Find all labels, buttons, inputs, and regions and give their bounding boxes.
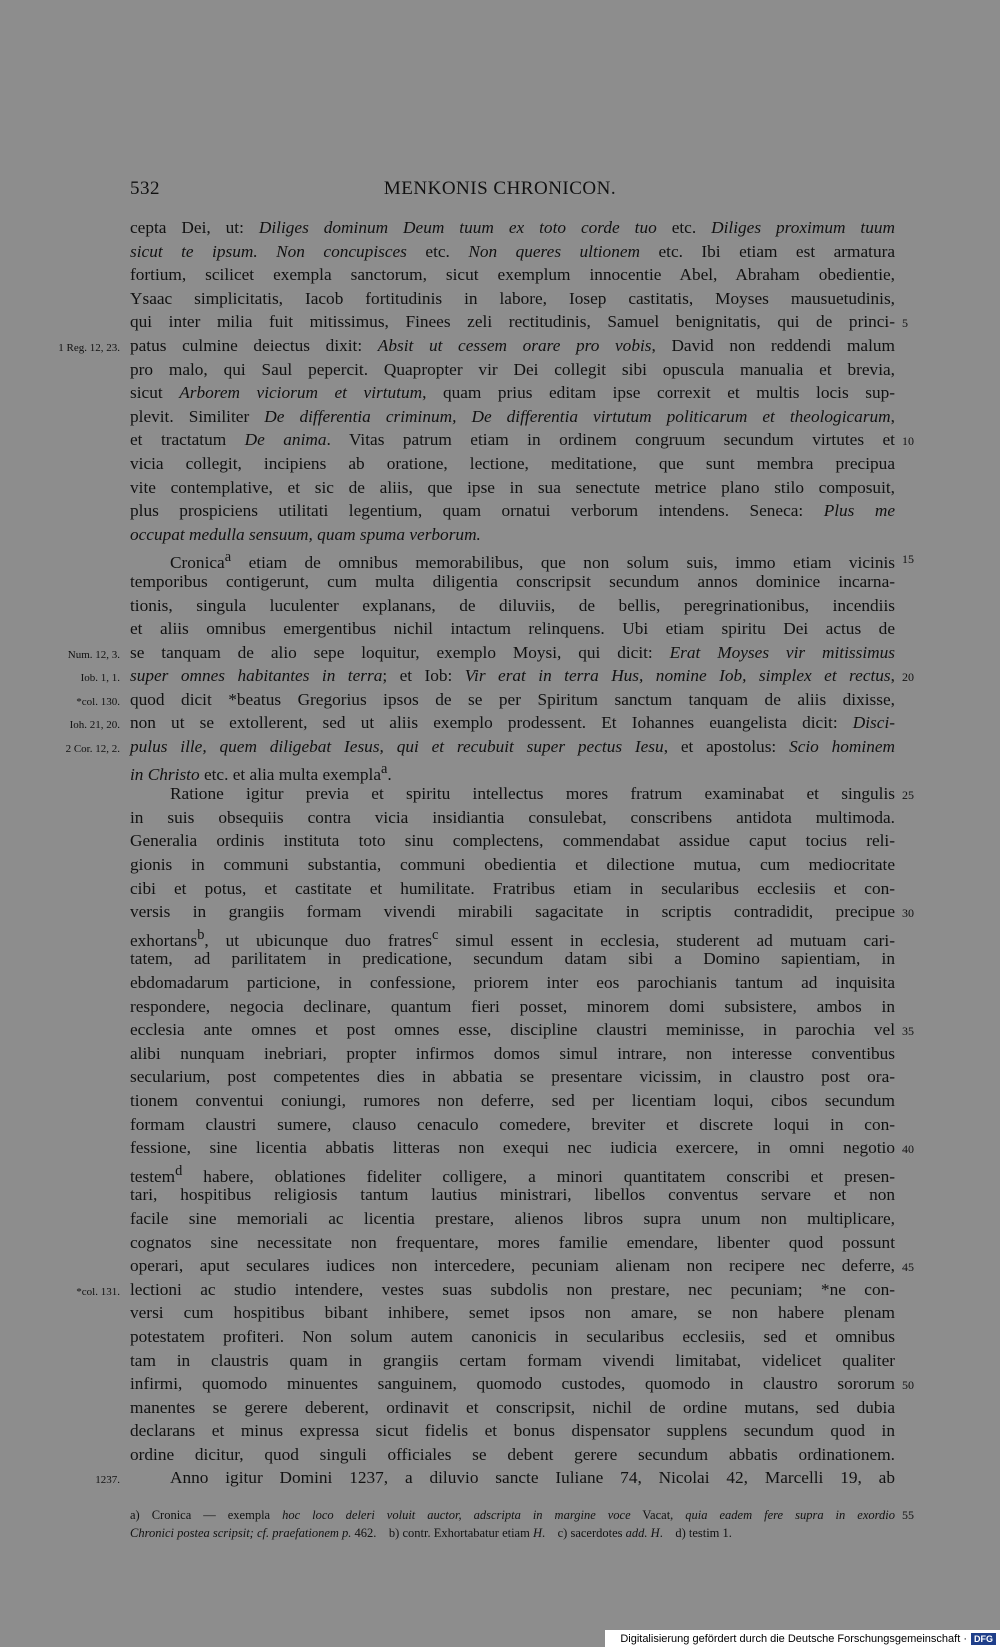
line-text: vite contemplative, et sic de aliis, que ipse in sua senectute metrice plano stilo composuit, <box>130 477 895 497</box>
text-line <box>58 334 895 358</box>
line-number: 20 <box>902 670 914 685</box>
margin-reference: *col. 131. <box>76 1285 120 1298</box>
line-text: declarans et minus expressa sicut fidelis et bonus dispensator supplens secundum quod in <box>130 1421 895 1441</box>
line-text: infirmi, quomodo minuentes sanguinem, quomodo custodes, quomodo in claustro sororum <box>130 1374 895 1394</box>
line-text: facile sine memoriali ac licentia prestare, alienos libros supra unum non multiplicare, <box>130 1208 895 1228</box>
text-line <box>130 1396 895 1420</box>
line-text: sicut Arborem viciorum et virtutum, quam prius editam ipse correxit et multis locis sup- <box>130 383 895 403</box>
line-text: tionis, singula luculenter explanans, de diluviis, de bellis, peregrinationibus, incendiis <box>130 595 895 615</box>
line-text: et aliis omnibus emergentibus nichil intactum relinquens. Ubi etiam spiritu Dei actus de <box>130 619 895 639</box>
text-line <box>130 829 895 853</box>
line-text: operari, aput seculares iudices non intercedere, pecuniam alienam non recipere nec deferre, <box>130 1256 895 1276</box>
line-text: gionis in communi substantia, communi obedientia et dilectione mutua, cum mediocritate <box>130 855 895 875</box>
line-text: alibi nunquam inebriari, propter infirmos domos simul intrare, non interesse conventibus <box>130 1043 895 1063</box>
text-line <box>76 1278 895 1302</box>
line-text: Ratione igitur previa et spiritu intellectus mores fratrum examinabat et singulis <box>170 784 895 804</box>
line-text: versis in grangiis formam vivendi mirabili sagacitate in scriptis contradidit, precipue <box>130 902 895 922</box>
text-line <box>130 877 895 901</box>
margin-reference: Ioh. 21, 20. <box>69 719 120 732</box>
text-line <box>130 782 914 806</box>
text-line <box>130 287 895 311</box>
text-line <box>130 216 895 240</box>
text-line <box>130 924 895 948</box>
text-line <box>76 688 895 712</box>
line-number: 25 <box>902 788 914 803</box>
line-text: Ysaac simplicitatis, Iacob fortitudinis in labore, Iosep castitatis, Moyses mausuetudinis, <box>130 288 895 308</box>
line-text: et tractatum De anima. Vitas patrum etiam in ordinem congruum secundum virtutes et <box>130 430 895 450</box>
footnote-line <box>130 1506 914 1524</box>
text-line <box>130 1160 895 1184</box>
line-text: respondere, negocia declinare, quantum fieri posset, minorem domi subsistere, ambos in <box>130 996 895 1016</box>
line-text: occupat medulla sensuum, quam spuma verborum. <box>130 524 481 544</box>
text-line <box>130 1113 895 1137</box>
body-text <box>58 216 914 1490</box>
dfg-funding-bar <box>605 1630 1000 1647</box>
line-text: a) Cronica — exempla hoc loco deleri voluit auctor, adscripta in margine voce Vacat, quia eadem fere supra in exordio <box>130 1508 895 1522</box>
line-text: formam claustri sumere, clauso cenaculo comedere, breviter et discrete loqui in con- <box>130 1114 895 1134</box>
text-line <box>130 1089 895 1113</box>
text-line <box>80 664 914 688</box>
text-line <box>130 1325 895 1349</box>
margin-reference: Iob. 1, 1. <box>80 672 120 685</box>
margin-reference: 1 Reg. 12, 23. <box>58 341 120 354</box>
text-line <box>130 1419 895 1443</box>
text-line <box>130 806 895 830</box>
text-line <box>130 1372 914 1396</box>
line-text: in suis obsequiis contra vicia insidiantia consulebat, conscribens antidota multimoda. <box>130 807 895 827</box>
text-line <box>130 617 895 641</box>
text-line <box>130 405 895 429</box>
text-line <box>130 499 895 523</box>
line-text: tari, hospitibus religiosis tantum lautius ministrari, libellos conventus servare et non <box>130 1185 895 1205</box>
footnote-line <box>130 1524 895 1542</box>
line-text: in Christo etc. et alia multa exempla$^a$. <box>130 761 392 785</box>
line-text: potestatem profiteri. Non solum autem canonicis in secularibus ecclesiis, sed et omnibus <box>130 1326 895 1346</box>
line-text: fortium, scilicet exempla sanctorum, sicut exemplum innocentie Abel, Abraham obedientie, <box>130 265 895 285</box>
running-title: MENKONIS CHRONICON. <box>383 178 617 199</box>
text-line <box>130 428 914 452</box>
text-line <box>130 1349 895 1373</box>
dfg-logo: DFG <box>971 1633 996 1645</box>
text-line <box>130 594 895 618</box>
text-line <box>69 711 895 735</box>
line-text: secularium, post competentes dies in abbatia se presentare vicissim, in claustro post ora- <box>130 1067 895 1087</box>
text-line <box>130 995 895 1019</box>
line-text: tam in claustris quam in grangiis certam formam vivendi limitabat, videlicet qualiter <box>130 1350 895 1370</box>
text-line <box>130 240 895 264</box>
text-line <box>130 523 895 547</box>
line-number: 35 <box>902 1024 914 1039</box>
text-line <box>130 1042 895 1066</box>
text-line <box>130 853 895 877</box>
text-line <box>130 1231 895 1255</box>
text-line <box>130 947 895 971</box>
text-line <box>130 1207 895 1231</box>
line-text: ebdomadarum particione, in confessione, priorem inter eos parochianis tantum ad inquisita <box>130 973 895 992</box>
line-text: cepta Dei, ut: Diliges dominum Deum tuum ex toto corde tuo etc. Diliges proximum tuum <box>130 218 895 237</box>
text-line <box>95 1466 895 1490</box>
line-text: non ut se extollerent, sed ut aliis exemplo prodessent. Et Iohannes euangelista dicit: Disci- <box>130 713 895 733</box>
text-line <box>130 476 895 500</box>
line-text: se tanquam de alio sepe loquitur, exemplo Moysi, qui dicit: Erat Moyses vir mitissimus <box>130 642 895 662</box>
line-text: versi cum hospitibus bibant inhibere, semet ipsos non amare, se non habere plenam <box>130 1303 895 1323</box>
line-text: vicia collegit, incipiens ab oratione, lectione, meditatione, que sunt membra precipua <box>130 453 895 473</box>
line-number: 50 <box>902 1378 914 1393</box>
text-line <box>130 1136 914 1160</box>
text-line <box>130 358 895 382</box>
text-line <box>130 1018 914 1042</box>
line-text: sicut te ipsum. Non concupisces etc. Non queres ultionem etc. Ibi etiam est armatura <box>130 241 896 261</box>
line-text: ordine dicitur, quod singuli officiales se debent gerere secundum abbatis ordinationem. <box>130 1444 895 1464</box>
text-line <box>130 570 895 594</box>
line-text: patus culmine deiectus dixit: Absit ut cessem orare pro vobis, David non reddendi malum <box>130 335 895 355</box>
line-text: Chronici postea scripsit; cf. praefationem p. 462. b) contr. Exhortabatur etiam H. c) sacerdotes add. H. d) testim 1. <box>130 1526 732 1540</box>
line-number: 45 <box>902 1260 914 1275</box>
line-number: 15 <box>902 552 914 567</box>
line-text: pulus ille, quem diligebat Iesus, qui et recubuit super pectus Iesu, et apostolus: Scio hominem <box>130 737 895 757</box>
text-line <box>130 1065 895 1089</box>
text-line <box>130 1301 895 1325</box>
line-text: temporibus contigerunt, cum multa diligentia conscripsit secundum annos dominice incarna- <box>130 571 895 591</box>
line-text: pro malo, qui Saul pepercit. Quapropter vir Dei collegit sibi opuscula manualia et brevia, <box>130 359 895 379</box>
text-line <box>67 641 895 665</box>
text-line <box>130 546 914 573</box>
line-number: 40 <box>902 1142 914 1157</box>
dfg-funding-text: Digitalisierung gefördert durch die Deutsche Forschungsgemeinschaft · <box>620 1632 967 1645</box>
line-text: manentes se gerere deberent, ordinavit et conscripsit, nichil de ordine mutans, sed dubia <box>130 1397 895 1417</box>
text-line <box>130 452 895 476</box>
text-line <box>130 900 914 924</box>
text-line <box>130 971 895 995</box>
line-text: Generalia ordinis instituta toto sinu complectens, commendabat assidue caput tocius reli- <box>130 831 895 851</box>
line-text: tatem, ad parilitatem in predicatione, secundum datam sibi a Domino sapientiam, in <box>130 949 895 969</box>
text-line <box>130 1183 895 1207</box>
line-text: cibi et potus, et castitate et humilitate. Fratribus etiam in secularibus ecclesiis et con- <box>130 878 895 898</box>
text-line <box>130 381 895 405</box>
text-line <box>130 263 895 287</box>
margin-reference: *col. 130. <box>76 695 120 708</box>
margin-reference: Num. 12, 3. <box>67 648 120 661</box>
line-text: fessione, sine licentia abbatis litteras non exequi nec iudicia exercere, in omni negotio <box>130 1138 895 1158</box>
line-text: cognatos sine necessitate non frequentare, mores familie emendare, libenter quod possunt <box>130 1232 895 1252</box>
line-text: exhortans$^b$, ut ubicunque duo fratres$^c$ simul essent in ecclesia, studerent ad mutuam cari- <box>130 926 895 950</box>
margin-reference: 2 Cor. 12, 2. <box>65 743 120 756</box>
line-number: 5 <box>902 316 908 331</box>
text-line <box>130 1443 895 1467</box>
text-line <box>65 735 895 759</box>
line-text: Anno igitur Domini 1237, a diluvio sancte Iuliane 74, Nicolai 42, Marcelli 19, ab <box>170 1468 895 1488</box>
footnotes <box>130 1506 914 1542</box>
line-text: qui inter milia fuit mitissimus, Finees zeli rectitudinis, Samuel benignitatis, qui de princi- <box>130 312 895 332</box>
line-text: plus prospiciens utilitati legentium, quam ornatui verborum intendens. Seneca: Plus me <box>130 501 896 521</box>
line-text: testem$^d$ habere, oblationes fideliter colligere, a minori quantitatem conscribi et presen- <box>130 1162 895 1186</box>
line-text: tionem conventui coniungi, rumores non deferre, sed per licentiam loqui, cibos secundum <box>130 1090 895 1110</box>
line-text: plevit. Similiter De differentia criminum, De differentia virtutum politicarum et theologicarum, <box>130 406 895 426</box>
margin-reference: 1237. <box>95 1474 120 1487</box>
line-text: quod dicit *beatus Gregorius ipsos de se per Spiritum sanctum tanquam de aliis dixisse, <box>130 689 895 709</box>
line-text: lectioni ac studio intendere, vestes suas subdolis non prestare, nec pecuniam; *ne con- <box>130 1279 895 1299</box>
text-line <box>130 1254 914 1278</box>
text-line <box>130 759 895 783</box>
line-number: 10 <box>902 434 914 449</box>
line-number: 55 <box>902 1508 914 1522</box>
line-text: Cronica$^a$ etiam de omnibus memorabilibus, que non solum suis, immo etiam vicinis <box>170 549 895 573</box>
line-text: super omnes habitantes in terra; et Iob: Vir erat in terra Hus, nomine Iob, simplex et rectus, <box>130 666 895 686</box>
page-number: 532 <box>130 178 160 199</box>
line-number: 30 <box>902 906 914 921</box>
text-line <box>130 310 908 334</box>
line-text: ecclesia ante omnes et post omnes esse, discipline claustri meminisse, in parochia vel <box>130 1020 895 1040</box>
